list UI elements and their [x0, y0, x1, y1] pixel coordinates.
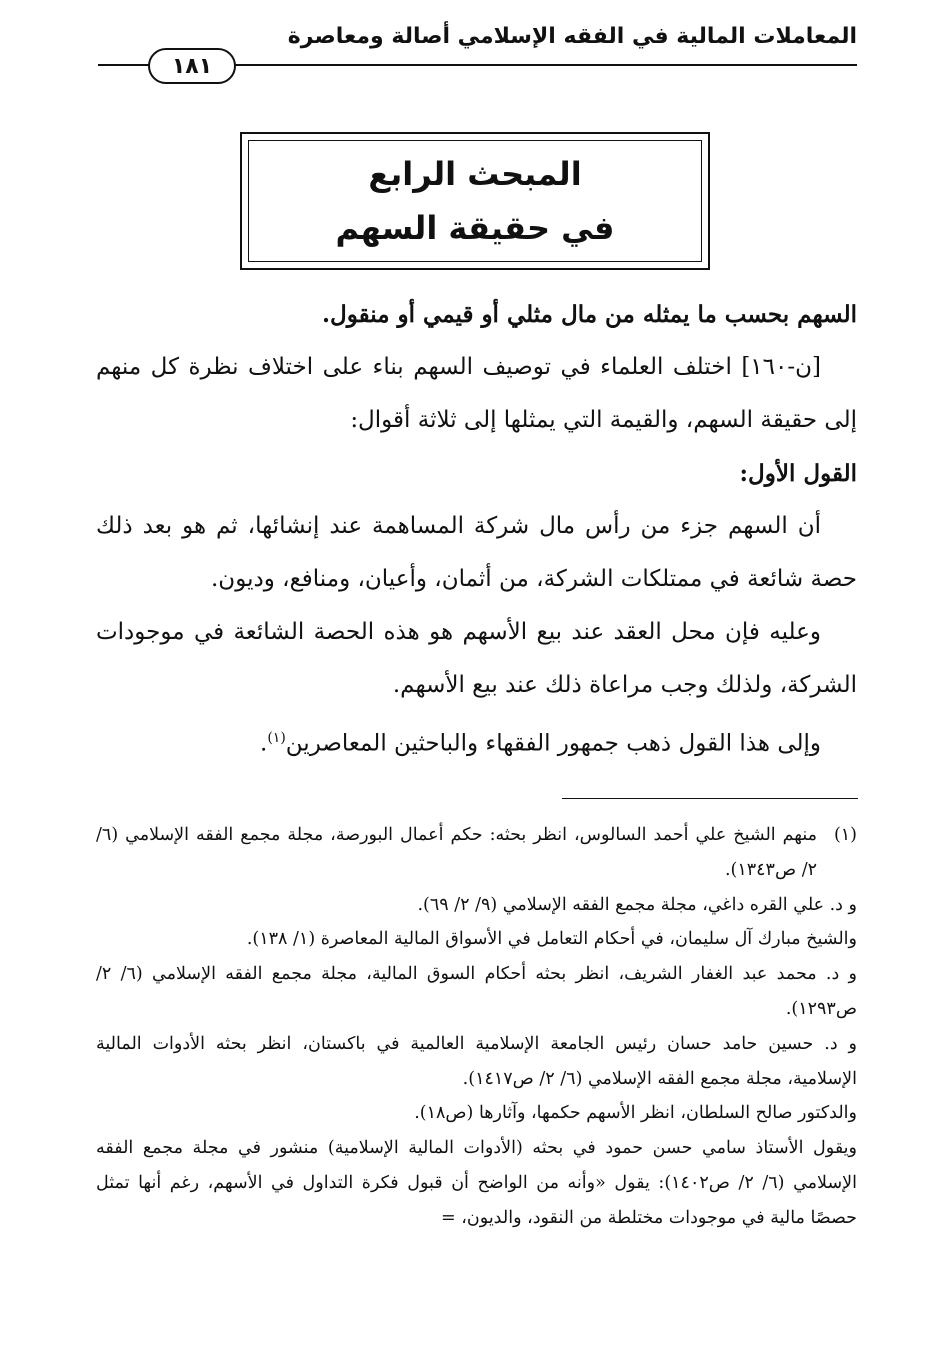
footnote-line: و د. محمد عبد الغفار الشريف، انظر بحثه أحكام السوق المالية، مجلة مجمع الفقه الإسلامي (٦/ ٢/ ص١٢٩٣). [96, 964, 857, 1019]
body-text [96, 288, 857, 771]
running-title: المعاملات المالية في الفقه الإسلامي أصالة ومعاصرة [287, 24, 857, 49]
footnote-line: والشيخ مبارك آل سليمان، في أحكام التعامل في الأسواق المالية المعاصرة (١/ ١٣٨). [246, 929, 857, 950]
paragraph-4 [96, 712, 857, 771]
first-opinion-label: القول الأول: [739, 460, 857, 487]
chapter-subtitle: في حقيقة السهم [335, 209, 615, 247]
heading-statement: السهم بحسب ما يمثله من مال مثلي أو قيمي أو منقول. [322, 301, 857, 328]
footnotes [96, 818, 857, 1236]
chapter-title: المبحث الرابع [368, 155, 582, 193]
footnote-1-text: منهم الشيخ علي أحمد السالوس، انظر بحثه: حكم أعمال البورصة، مجلة مجمع الفقه الإسلامي (٦/ ٢/ ص١٣٤٣). [96, 825, 817, 880]
footnote-rule [562, 798, 858, 799]
footnote-line: و د. علي القره داغي، مجلة مجمع الفقه الإسلامي (٩/ ٢/ ٦٩). [417, 894, 857, 915]
paragraph-1: [ن-١٦٠] اختلف العلماء في توصيف السهم بناء على اختلاف نظرة كل منهم إلى حقيقة السهم، والقيمة التي يمثلها إلى ثلاثة أقوال: [96, 354, 857, 433]
footnote-marker[interactable]: (١) [267, 730, 286, 746]
chapter-title-box [240, 132, 710, 270]
paragraph-4-text: وإلى هذا القول ذهب جمهور الفقهاء والباحثين المعاصرين [285, 730, 821, 757]
paragraph-3: وعليه فإن محل العقد عند بيع الأسهم هو هذه الحصة الشائعة في موجودات الشركة، ولذلك وجب مراعاة ذلك عند بيع الأسهم. [96, 619, 857, 698]
footnote-1 [96, 818, 857, 888]
footnote-line: ويقول الأستاذ سامي حسن حمود في بحثه (الأدوات المالية الإسلامية) منشور في مجلة مجمع الفقه الإسلامي (٦/ ٢/ ص١٤٠٢): يقول «وأنه من الواضح أن قبول فكرة التداول في الأسهم، رغم أنها تمثل حصصًا مالية في موجودات مختلطة من النقود، والديون، = [96, 1138, 857, 1228]
paragraph-2: أن السهم جزء من رأس مال شركة المساهمة عند إنشائها، ثم هو بعد ذلك حصة شائعة في ممتلكات الشركة، من أثمان، وأعيان، ومنافع، وديون. [96, 513, 857, 592]
footnote-line: و د. حسين حامد حسان رئيس الجامعة الإسلامية العالمية في باكستان، انظر بحثه الأدوات المالية الإسلامية، مجلة مجمع الفقه الإسلامي (٦/ ٢/ ص١٤١٧). [96, 1033, 857, 1089]
page-number: ١٨١ [148, 48, 236, 84]
paragraph-4-end: . [260, 730, 268, 757]
footnote-number: (١) [833, 825, 857, 845]
footnote-line: والدكتور صالح السلطان، انظر الأسهم حكمها، وآثارها (ص١٨). [414, 1103, 857, 1124]
